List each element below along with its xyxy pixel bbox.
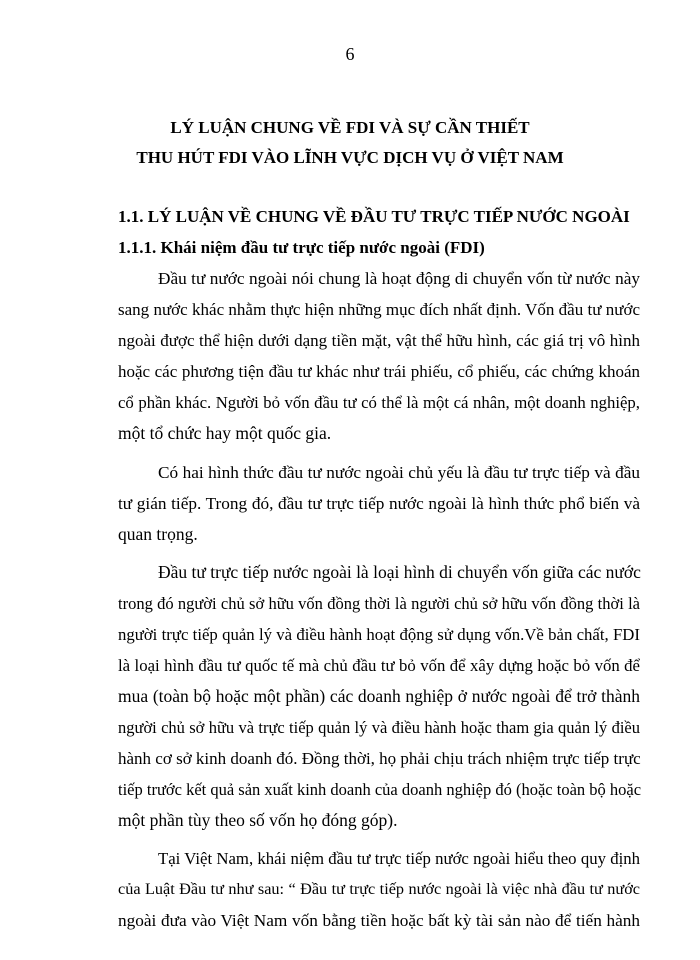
paragraph-3 bbox=[118, 557, 640, 836]
paragraph-line: Có hai hình thức đầu tư nước ngoài chủ yếu là đầu tư trực tiếp và đầu bbox=[158, 463, 640, 482]
paragraph-line: hành cơ sở kinh doanh đó. Đồng thời, họ phải chịu trách nhiệm trực tiếp trực bbox=[118, 749, 641, 768]
paragraph-line: của Luật Đầu tư như sau: “ Đầu tư trực tiếp nước ngoài là việc nhà đầu tư nước bbox=[118, 880, 640, 898]
subsection-heading: 1.1.1. Khái niệm đầu tư trực tiếp nước ngoài (FDI) bbox=[118, 238, 485, 257]
paragraph-line: tiếp trước kết quả sản xuất kinh doanh của doanh nghiệp đó (hoặc toàn bộ hoặc bbox=[118, 780, 642, 799]
chapter-title-line-2: THU HÚT FDI VÀO LĨNH VỰC DỊCH VỤ Ở VIỆT NAM bbox=[136, 148, 564, 167]
paragraph-line: cổ phần khác. Người bỏ vốn đầu tư có thể là một cá nhân, một doanh nghiệp, bbox=[118, 393, 640, 412]
paragraph-line: ngoài được thể hiện dưới dạng tiền mặt, vật thể hữu hình, các giá trị vô hình bbox=[118, 331, 640, 350]
paragraph-line: hoặc các phương tiện đầu tư khác như trái phiếu, cổ phiếu, các chứng khoán bbox=[118, 362, 640, 381]
chapter-title bbox=[0, 113, 700, 173]
paragraph-2 bbox=[118, 457, 640, 550]
paragraph-line: quan trọng. bbox=[118, 524, 198, 544]
paragraph-line: người chủ sở hữu và trực tiếp quản lý và điều hành hoặc tham gia quản lý điều bbox=[118, 718, 640, 737]
paragraph-1 bbox=[118, 263, 640, 449]
paragraph-line: trong đó người chủ sở hữu vốn đồng thời là người chủ sở hữu vốn đồng thời là bbox=[118, 594, 640, 613]
paragraph-line: một tổ chức hay một quốc gia. bbox=[118, 423, 332, 443]
paragraph-line: là loại hình đầu tư quốc tế mà chủ đầu tư bỏ vốn để xây dựng hoặc bỏ vốn để bbox=[118, 656, 640, 675]
section-heading: 1.1. LÝ LUẬN VỀ CHUNG VỀ ĐẦU TƯ TRỰC TIẾP NƯỚC NGOÀI bbox=[118, 207, 630, 226]
paragraph-line: người trực tiếp quản lý và điều hành hoạt động sử dụng vốn.Về bản chất, FDI bbox=[118, 625, 640, 644]
paragraph-line: mua (toàn bộ hoặc một phần) các doanh nghiệp ở nước ngoài để trở thành bbox=[118, 686, 640, 706]
paragraph-line: Tại Việt Nam, khái niệm đầu tư trực tiếp nước ngoài hiểu theo quy định bbox=[158, 849, 640, 868]
paragraph-line: Đầu tư trực tiếp nước ngoài là loại hình di chuyển vốn giữa các nước bbox=[158, 562, 641, 582]
chapter-title-line-1: LÝ LUẬN CHUNG VỀ FDI VÀ SỰ CẦN THIẾT bbox=[170, 118, 530, 137]
page-number: 6 bbox=[345, 44, 355, 64]
paragraph-line: một phần tùy theo số vốn họ đóng góp). bbox=[118, 810, 398, 830]
paragraph-4 bbox=[118, 843, 640, 936]
paragraph-line: tư gián tiếp. Trong đó, đầu tư trực tiếp nước ngoài là hình thức phổ biến và bbox=[118, 494, 640, 513]
body-text bbox=[118, 258, 640, 936]
paragraph-line: sang nước khác nhằm thực hiện những mục đích nhất định. Vốn đầu tư nước bbox=[118, 300, 640, 319]
paragraph-line: ngoài đưa vào Việt Nam vốn bằng tiền hoặc bất kỳ tài sản nào để tiến hành bbox=[118, 911, 640, 930]
paragraph-line: Đầu tư nước ngoài nói chung là hoạt động di chuyển vốn từ nước này bbox=[158, 269, 640, 288]
